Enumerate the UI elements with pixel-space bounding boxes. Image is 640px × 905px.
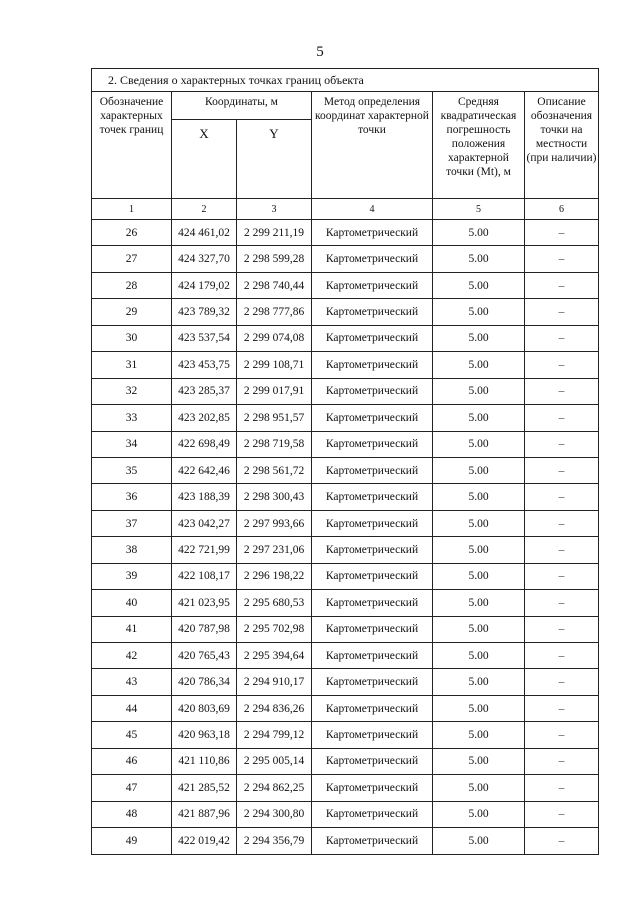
table-row [92, 775, 599, 801]
description-cell: – [525, 537, 599, 563]
method-cell: Картометрический [312, 431, 433, 457]
coord-x-cell: 424 461,02 [172, 220, 237, 246]
coord-x-cell: 423 537,54 [172, 325, 237, 351]
point-number-cell: 31 [92, 352, 172, 378]
coord-x-cell: 423 789,32 [172, 299, 237, 325]
method-cell: Картометрический [312, 299, 433, 325]
description-cell: – [525, 299, 599, 325]
description-cell: – [525, 616, 599, 642]
method-cell: Картометрический [312, 510, 433, 536]
section-title: 2. Сведения о характерных точках границ объекта [92, 69, 599, 92]
point-number-cell: 39 [92, 563, 172, 589]
column-number: 3 [237, 199, 312, 220]
coord-y-cell: 2 298 740,44 [237, 272, 312, 298]
method-cell: Картометрический [312, 669, 433, 695]
point-number-cell: 42 [92, 643, 172, 669]
table-row [92, 272, 599, 298]
point-number-cell: 38 [92, 537, 172, 563]
method-cell: Картометрический [312, 325, 433, 351]
table-row [92, 378, 599, 404]
point-number-cell: 28 [92, 272, 172, 298]
table-row [92, 669, 599, 695]
description-cell: – [525, 484, 599, 510]
point-number-cell: 30 [92, 325, 172, 351]
coord-y-cell: 2 299 211,19 [237, 220, 312, 246]
boundary-points-table [91, 68, 599, 855]
table-row [92, 510, 599, 536]
description-cell: – [525, 643, 599, 669]
description-cell: – [525, 378, 599, 404]
coord-x-cell: 421 110,86 [172, 748, 237, 774]
point-number-cell: 47 [92, 775, 172, 801]
coord-y-cell: 2 298 599,28 [237, 246, 312, 272]
table-row [92, 431, 599, 457]
point-number-cell: 36 [92, 484, 172, 510]
table-row [92, 722, 599, 748]
error-cell: 5.00 [433, 299, 525, 325]
method-cell: Картометрический [312, 590, 433, 616]
table-row [92, 405, 599, 431]
coord-y-cell: 2 294 862,25 [237, 775, 312, 801]
header-x: X [172, 120, 237, 199]
coord-y-cell: 2 294 799,12 [237, 722, 312, 748]
error-cell: 5.00 [433, 352, 525, 378]
table-row [92, 801, 599, 827]
point-number-cell: 43 [92, 669, 172, 695]
coord-x-cell: 423 453,75 [172, 352, 237, 378]
coord-x-cell: 422 642,46 [172, 457, 237, 483]
coord-y-cell: 2 298 777,86 [237, 299, 312, 325]
coord-x-cell: 421 285,52 [172, 775, 237, 801]
coord-x-cell: 420 786,34 [172, 669, 237, 695]
error-cell: 5.00 [433, 775, 525, 801]
description-cell: – [525, 775, 599, 801]
coord-y-cell: 2 295 005,14 [237, 748, 312, 774]
point-number-cell: 35 [92, 457, 172, 483]
coord-y-cell: 2 295 702,98 [237, 616, 312, 642]
description-cell: – [525, 272, 599, 298]
coord-y-cell: 2 294 356,79 [237, 828, 312, 854]
description-cell: – [525, 748, 599, 774]
method-cell: Картометрический [312, 695, 433, 721]
coord-y-cell: 2 297 231,06 [237, 537, 312, 563]
error-cell: 5.00 [433, 457, 525, 483]
error-cell: 5.00 [433, 563, 525, 589]
coord-x-cell: 423 202,85 [172, 405, 237, 431]
point-number-cell: 45 [92, 722, 172, 748]
column-number: 6 [525, 199, 599, 220]
table-row [92, 695, 599, 721]
description-cell: – [525, 669, 599, 695]
coord-x-cell: 421 023,95 [172, 590, 237, 616]
method-cell: Картометрический [312, 246, 433, 272]
column-number: 4 [312, 199, 433, 220]
table-row [92, 220, 599, 246]
table-row [92, 484, 599, 510]
method-cell: Картометрический [312, 220, 433, 246]
method-cell: Картометрический [312, 775, 433, 801]
header-y: Y [237, 120, 312, 199]
column-number: 5 [433, 199, 525, 220]
error-cell: 5.00 [433, 590, 525, 616]
header-coordinates: Координаты, м [172, 92, 312, 120]
method-cell: Картометрический [312, 801, 433, 827]
error-cell: 5.00 [433, 669, 525, 695]
point-number-cell: 27 [92, 246, 172, 272]
method-cell: Картометрический [312, 748, 433, 774]
description-cell: – [525, 695, 599, 721]
coord-y-cell: 2 297 993,66 [237, 510, 312, 536]
table-row [92, 325, 599, 351]
table-row [92, 643, 599, 669]
coord-x-cell: 424 327,70 [172, 246, 237, 272]
description-cell: – [525, 405, 599, 431]
coord-x-cell: 421 887,96 [172, 801, 237, 827]
error-cell: 5.00 [433, 484, 525, 510]
point-number-cell: 34 [92, 431, 172, 457]
coord-x-cell: 420 787,98 [172, 616, 237, 642]
method-cell: Картометрический [312, 405, 433, 431]
coord-y-cell: 2 298 951,57 [237, 405, 312, 431]
error-cell: 5.00 [433, 405, 525, 431]
error-cell: 5.00 [433, 325, 525, 351]
description-cell: – [525, 801, 599, 827]
error-cell: 5.00 [433, 431, 525, 457]
error-cell: 5.00 [433, 643, 525, 669]
point-number-cell: 33 [92, 405, 172, 431]
point-number-cell: 44 [92, 695, 172, 721]
coord-y-cell: 2 294 300,80 [237, 801, 312, 827]
error-cell: 5.00 [433, 537, 525, 563]
coord-x-cell: 420 803,69 [172, 695, 237, 721]
coord-y-cell: 2 298 719,58 [237, 431, 312, 457]
column-number: 2 [172, 199, 237, 220]
table-row [92, 748, 599, 774]
point-number-cell: 26 [92, 220, 172, 246]
point-number-cell: 49 [92, 828, 172, 854]
error-cell: 5.00 [433, 272, 525, 298]
method-cell: Картометрический [312, 722, 433, 748]
description-cell: – [525, 246, 599, 272]
table-row [92, 352, 599, 378]
point-number-cell: 40 [92, 590, 172, 616]
method-cell: Картометрический [312, 272, 433, 298]
description-cell: – [525, 722, 599, 748]
section-title-row [92, 69, 599, 92]
error-cell: 5.00 [433, 828, 525, 854]
coord-y-cell: 2 299 017,91 [237, 378, 312, 404]
coord-y-cell: 2 298 300,43 [237, 484, 312, 510]
header-description: Описание обозначения точки на местности (при наличии) [525, 92, 599, 199]
method-cell: Картометрический [312, 457, 433, 483]
method-cell: Картометрический [312, 378, 433, 404]
coord-y-cell: 2 295 394,64 [237, 643, 312, 669]
description-cell: – [525, 325, 599, 351]
table-row [92, 590, 599, 616]
table-row [92, 299, 599, 325]
error-cell: 5.00 [433, 748, 525, 774]
coord-y-cell: 2 295 680,53 [237, 590, 312, 616]
coord-x-cell: 420 765,43 [172, 643, 237, 669]
method-cell: Картометрический [312, 616, 433, 642]
point-number-cell: 37 [92, 510, 172, 536]
error-cell: 5.00 [433, 801, 525, 827]
description-cell: – [525, 563, 599, 589]
page-number: 5 [316, 44, 324, 60]
header-row-top [92, 92, 599, 120]
coord-y-cell: 2 294 910,17 [237, 669, 312, 695]
method-cell: Картометрический [312, 828, 433, 854]
coord-y-cell: 2 294 836,26 [237, 695, 312, 721]
point-number-cell: 41 [92, 616, 172, 642]
coord-y-cell: 2 298 561,72 [237, 457, 312, 483]
description-cell: – [525, 352, 599, 378]
error-cell: 5.00 [433, 510, 525, 536]
coord-x-cell: 420 963,18 [172, 722, 237, 748]
description-cell: – [525, 510, 599, 536]
coord-x-cell: 423 042,27 [172, 510, 237, 536]
coord-x-cell: 424 179,02 [172, 272, 237, 298]
coord-x-cell: 422 698,49 [172, 431, 237, 457]
method-cell: Картометрический [312, 352, 433, 378]
error-cell: 5.00 [433, 220, 525, 246]
method-cell: Картометрический [312, 563, 433, 589]
point-number-cell: 48 [92, 801, 172, 827]
header-error: Средняя квадратическая погрешность положения характерной точки (Mt), м [433, 92, 525, 199]
error-cell: 5.00 [433, 246, 525, 272]
method-cell: Картометрический [312, 484, 433, 510]
coord-x-cell: 422 019,42 [172, 828, 237, 854]
error-cell: 5.00 [433, 616, 525, 642]
table-row [92, 563, 599, 589]
coord-x-cell: 422 721,99 [172, 537, 237, 563]
error-cell: 5.00 [433, 722, 525, 748]
description-cell: – [525, 457, 599, 483]
column-number: 1 [92, 199, 172, 220]
error-cell: 5.00 [433, 378, 525, 404]
error-cell: 5.00 [433, 695, 525, 721]
point-number-cell: 29 [92, 299, 172, 325]
coord-y-cell: 2 299 108,71 [237, 352, 312, 378]
description-cell: – [525, 220, 599, 246]
coord-x-cell: 422 108,17 [172, 563, 237, 589]
point-number-cell: 46 [92, 748, 172, 774]
method-cell: Картометрический [312, 643, 433, 669]
description-cell: – [525, 828, 599, 854]
table-row [92, 616, 599, 642]
coord-x-cell: 423 188,39 [172, 484, 237, 510]
point-number-cell: 32 [92, 378, 172, 404]
table-row [92, 246, 599, 272]
header-method: Метод определения координат характерной точки [312, 92, 433, 199]
table-row [92, 828, 599, 854]
table-row [92, 457, 599, 483]
column-numbers-row [92, 199, 599, 220]
coord-y-cell: 2 296 198,22 [237, 563, 312, 589]
description-cell: – [525, 431, 599, 457]
table-row [92, 537, 599, 563]
coord-y-cell: 2 299 074,08 [237, 325, 312, 351]
header-designation: Обозначение характерных точек границ [92, 92, 172, 199]
method-cell: Картометрический [312, 537, 433, 563]
description-cell: – [525, 590, 599, 616]
coord-x-cell: 423 285,37 [172, 378, 237, 404]
